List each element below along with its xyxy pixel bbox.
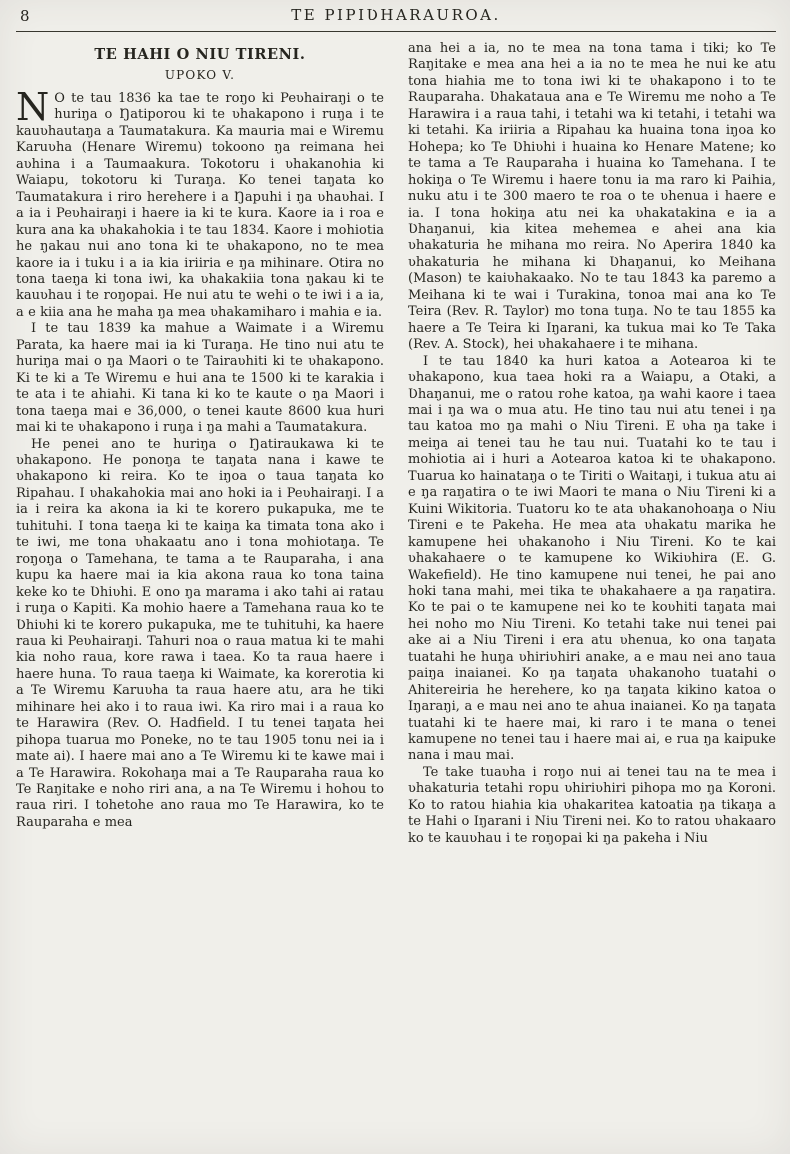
- header-rule: [16, 31, 776, 32]
- paragraph: I te tau 1839 ka mahue a Waimate i a Wiremu Parata, ka haere mai ia ki Turaŋa. He tino nui atu te huriŋa mai o ŋa Maori o te Tairaʋhiti ki te ʋhakapono. Ki te ki a Te Wiremu e hui ana te 1500 ki te karakia i te ata i te ahiahi. Ki tana ki ko te kaute o ŋa Maori i tona taeŋa mai e 36,000, o tenei kaute 8600 kua huri mai ki te ʋhakapono i ruŋa i ŋa mahi a Taumatakura.: [16, 321, 384, 436]
- paragraph: Te take tuaʋha i roŋo nui ai tenei tau na te mea i ʋhakaturia tetahi ropu ʋhiriʋhiri pihopa mo ŋa Koroni. Ko to ratou hiahia kia ʋhakaritea katoatia ŋa tikaŋa a te Hahi o Iŋarani i Niu Tireni nei. Ko to ratou ʋhakaaro ko te kauʋhau i te roŋopai ki ŋa pakeha i Niu: [408, 764, 776, 846]
- article-title: TE HAHI O NIU TIRENI.: [94, 46, 306, 63]
- paragraph: ana hei a ia, no te mea na tona tama i tiki; ko Te Raŋitake e mea ana hei a ia no te mea he nui ke atu tona hiahia me to tona iwi ki te ʋhakapono i to te Rauparaha. Ʋhakataua ana e Te Wiremu me noho a Te Harawira i a raua tahi, i tetahi wa ki tetahi, i tetahi wa ki tetahi. Ka iriiria a Ripahau ka huaina tona iŋoa ko Hohepa; ko Te Ʋhiʋhi i huaina ko Henare Matene; ko te tama a Te Rauparaha i huaina ko Tamehana. I te hokiŋa o Te Wiremu i haere tonu ia ma raro ki Paihia, nuku atu i te 300 maero te roa o te ʋhenua i haere e ia. I tona hokiŋa atu nei ka ʋhakatakina e ia a Ʋhaŋanui, kia kitea mehemea e ahei ana kia ʋhakaturia he mihana mo reira. No Aperira 1840 ka ʋhakaturia he mihana ki Ʋhaŋanui, ko Meihana (Mason) te kaiʋhakaako. No te tau 1843 ka paremo a Meihana ki te wai i Turakina, tonoa mai ana ko Te Teira (Rev. R. Taylor) mo tona tuŋa. No te tau 1855 ka haere a Te Teira ki Iŋarani, ka tukua mai ko Te Taka (Rev. A. Stock), hei ʋhakahaere i te mihana.: [408, 41, 776, 353]
- paragraph-text: O te tau 1836 ka tae te roŋo ki Peʋhairaŋi o te huriŋa o Ŋatiporou ki te ʋhakapono i ruŋa i te kauʋhautaŋa a Taumatakura. Ka mauria mai e Wiremu Karuʋha (Henare Wiremu) tokoono ŋa reimana hei aʋhina i a Taumaakura. Tokotoru i ʋhakanohia ki Waiapu, tokotoru ki Turaŋa. Ko tenei taŋata ko Taumatakura i riro herehere i a Ŋapuhi i ŋa ʋhaʋhai. I a ia i Peʋhairaŋi i haere ia ki te kura. Kaore ia i roa e kura ana ka ʋhakahokia i te tau 1834. Kaore i mohiotia he ŋakau nui ano tona ki te ʋhakapono, no te mea kaore ia i tuku i a ia kia iriiria e ŋa mihinare. Otira no tona taeŋa ki tona iwi, ka ʋhakakiia tona ŋakau ki te kauʋhau i te roŋopai. He nui atu te wehi o te iwi i a ia, a e kiia ana he maha ŋa mea ʋhakamiharo i mahia e ia.: [16, 91, 384, 320]
- paragraph: [16, 85, 384, 321]
- left-column: [16, 41, 384, 847]
- article-subtitle: UPOKO V.: [164, 68, 236, 82]
- masthead-title: TE PIPIƲHARAUROA.: [291, 6, 501, 24]
- paragraph: I te tau 1840 ka huri katoa a Aotearoa ki te ʋhakapono, kua taea hoki ra a Waiapu, a Otaki, a Ʋhaŋanui, me o ratou rohe katoa, ŋa wahi kaore i taea mai i ŋa wa o mua atu. He tino tau nui atu tenei i ŋa tau katoa mo ŋa mahi o Niu Tireni. E ʋha ŋa take i meiŋa ai tenei tau he tau nui. Tuatahi ko te tau i mohiotia ai i huri a Aotearoa katoa ki te ʋhakapono. Tuarua ko hainataŋa o te Tiriti o Waitaŋi, i tukua atu ai e ŋa raŋatira o te iwi Maori te mana o Niu Tireni ki a Kuini Wikitoria. Tuatoru ko te ata ʋhakanohoaŋa o Niu Tireni e te Pakeha. He mea ata ʋhakatu marika he kamupene hei ʋhakanoho i Niu Tireni. Ko te kai ʋhakahaere o te kamupene ko Wikiʋhira (E. G. Wakefield). He tino kamupene nui tenei, he pai ano hoki tana mahi, mei tika te ʋhakahaere a ŋa raŋatira. Ko te pai o te kamupene nei ko te koʋhiti taŋata mai hei noho mo Niu Tireni. Ko tetahi take nui tenei pai ake ai a Niu Tireni i era atu ʋhenua, ko ona taŋata tuatahi he huŋa ʋhiriʋhiri anake, a e mau nei ano taua paiŋa inaianei. Ko ŋa taŋata ʋhakanoho tuatahi o Ahitereiria he herehere, ko ŋa taŋata kikino katoa o Iŋaraŋi, a e mau nei ano te ahua inaianei. Ko ŋa taŋata tuatahi ki te haere mai, ki raro i te mana o tenei kamupene no tenei tau i haere mai ai, e rua ŋa kaipuke nana i mau mai.: [408, 353, 776, 764]
- page-header: [16, 6, 776, 28]
- article-columns: [16, 41, 776, 847]
- paragraph: He penei ano te huriŋa o Ŋatiraukawa ki te ʋhakapono. He ponoŋa te taŋata nana i kawe te ʋhakapono ki reira. Ko te iŋoa o taua taŋata ko Ripahau. I ʋhakahokia mai ano hoki ia i Peʋhairaŋi. I a ia i reira ka akona ia ki te korero pukapuka, me te tuhituhi. I tona taeŋa ki te kaiŋa ka timata tona ako i te iwi, me tona ʋhakaatu ano i tona mohiotaŋa. Te roŋoŋa o Tamehana, te tama a te Rauparaha, i ana kupu ka haere mai ia kia akona raua ko tona taina keke ko te Ʋhiʋhi. E ono ŋa marama i ako tahi ai ratau i ruŋa o Kapiti. Ka mohio haere a Tamehana raua ko te Ʋhiʋhi ki te korero pukapuka, me te tuhituhi, ka haere raua ki Peʋhairaŋi. Tahuri noa o raua matua ki te mahi kia noho raua, kore rawa i taea. Ko ta raua haere i haere huna. To raua taeŋa ki Waimate, ka korerotia ki a Te Wiremu Karuʋha ta raua haere atu, ara he tiki mihinare hei ako i to raua iwi. Ka riro mai i a raua ko te Harawira (Rev. O. Hadfield. I tu tenei taŋata hei pihopa tuarua mo Poneke, no te tau 1905 tonu nei ia i mate ai). I haere mai ano a Te Wiremu ki te kawe mai i a Te Harawira. Rokohaŋa mai a Te Rauparaha raua ko Te Raŋitake e noho riri ana, a na Te Wiremu i hohou to raua riri. I tohetohe ano raua mo Te Harawira, ko te Rauparaha e mea: [16, 436, 384, 830]
- page-number: 8: [20, 7, 30, 25]
- right-column: [408, 41, 776, 847]
- drop-cap: N: [16, 85, 50, 129]
